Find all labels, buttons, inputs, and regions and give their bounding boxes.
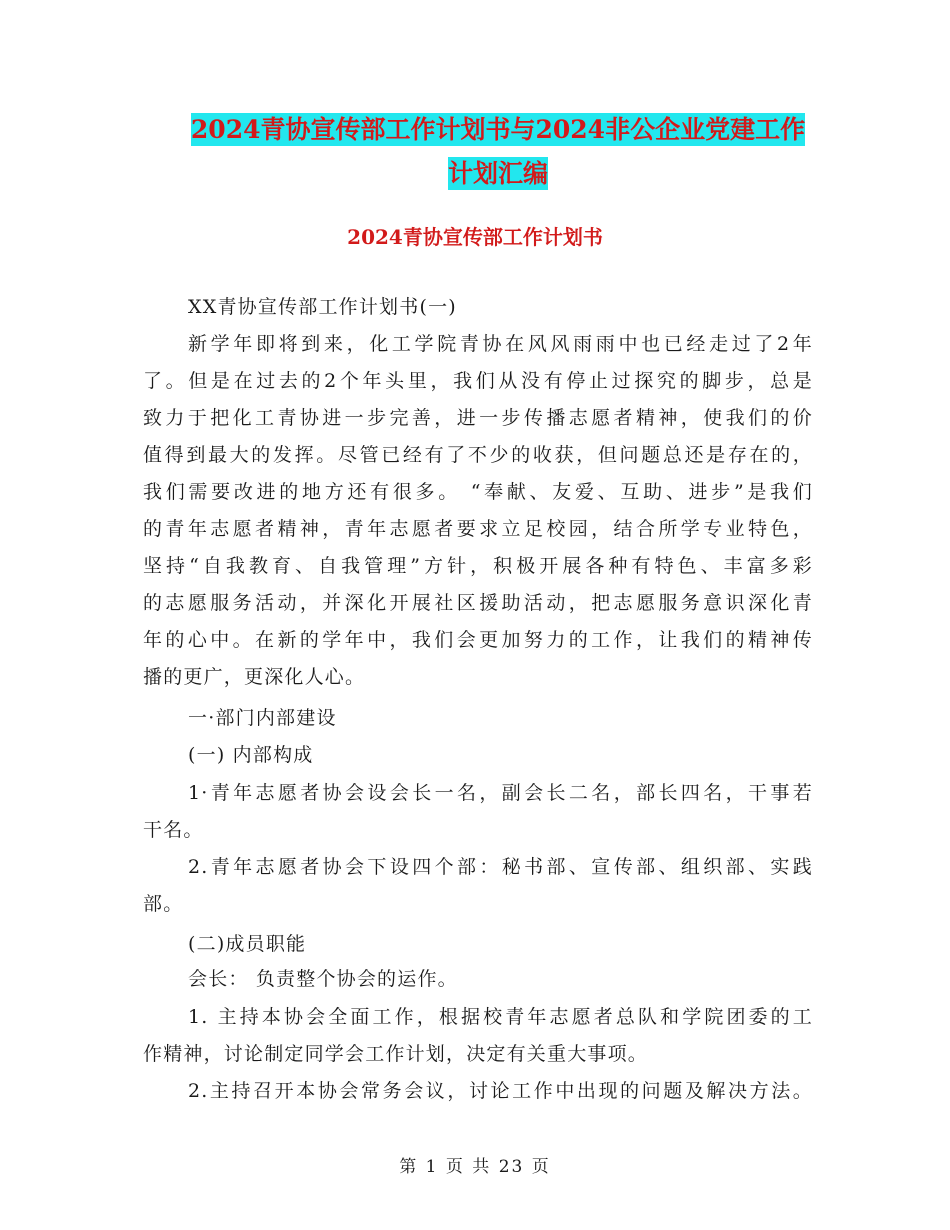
paragraph-line: 干名。	[143, 819, 204, 841]
paragraph-line: 新学年即将到来，化工学院青协在风风雨雨中也已经走过了2年	[188, 333, 813, 355]
paragraph-line: 了。但是在过去的2个年头里，我们从没有停止过探究的脚步，总是	[143, 370, 813, 392]
paragraph-line: 值得到最大的发挥。尽管已经有了不少的收获，但问题总还是存在的，	[143, 444, 813, 466]
subheading-line: (二)成员职能	[188, 933, 307, 955]
section-title: 2024青协宣传部工作计划书	[347, 225, 603, 249]
paragraph-line: 年的心中。在新的学年中，我们会更加努力的工作，让我们的精神传	[143, 629, 813, 651]
paragraph-line: 作精神，讨论制定同学会工作计划，决定有关重大事项。	[143, 1043, 649, 1065]
paragraph-line: 的青年志愿者精神，青年志愿者要求立足校园，结合所学专业特色，	[143, 518, 813, 540]
paragraph-line: 播的更广，更深化人心。	[143, 666, 366, 688]
main-title-line-1	[140, 108, 856, 152]
page-footer: 第 1 页 共 23 页	[399, 1157, 551, 1177]
heading-line: 一·部门内部建设	[188, 707, 337, 729]
paragraph-line: 的志愿服务活动，并深化开展社区援助活动，把志愿服务意识深化青	[143, 592, 813, 614]
paragraph-line: 部。	[143, 893, 184, 915]
subheading-line: (一) 内部构成	[188, 744, 314, 766]
paragraph-line: 坚持“自我教育、自我管理”方针，积极开展各种有特色、丰富多彩	[143, 555, 813, 577]
paragraph-line: 致力于把化工青协进一步完善，进一步传播志愿者精神，使我们的价	[143, 407, 813, 429]
main-title-text-1: 2024青协宣传部工作计划书与2024非公企业党建工作	[190, 115, 806, 144]
paragraph-line: 2.青年志愿者协会下设四个部：秘书部、宣传部、组织部、实践	[188, 856, 813, 878]
main-title-line-2	[140, 152, 856, 196]
paragraph-line: 我们需要改进的地方还有很多。 “奉献、友爱、互助、进步”是我们	[143, 481, 813, 503]
subtitle-line: XX青协宣传部工作计划书(一)	[188, 296, 457, 318]
paragraph-line: 会长： 负责整个协会的运作。	[188, 968, 458, 990]
main-title-text-2: 计划汇编	[447, 159, 548, 188]
paragraph-line: 1·青年志愿者协会设会长一名，副会长二名，部长四名，干事若	[188, 782, 813, 804]
paragraph-line: 2.主持召开本协会常务会议，讨论工作中出现的问题及解决方法。	[188, 1080, 813, 1102]
paragraph-line: 1. 主持本协会全面工作，根据校青年志愿者总队和学院团委的工	[188, 1006, 813, 1028]
